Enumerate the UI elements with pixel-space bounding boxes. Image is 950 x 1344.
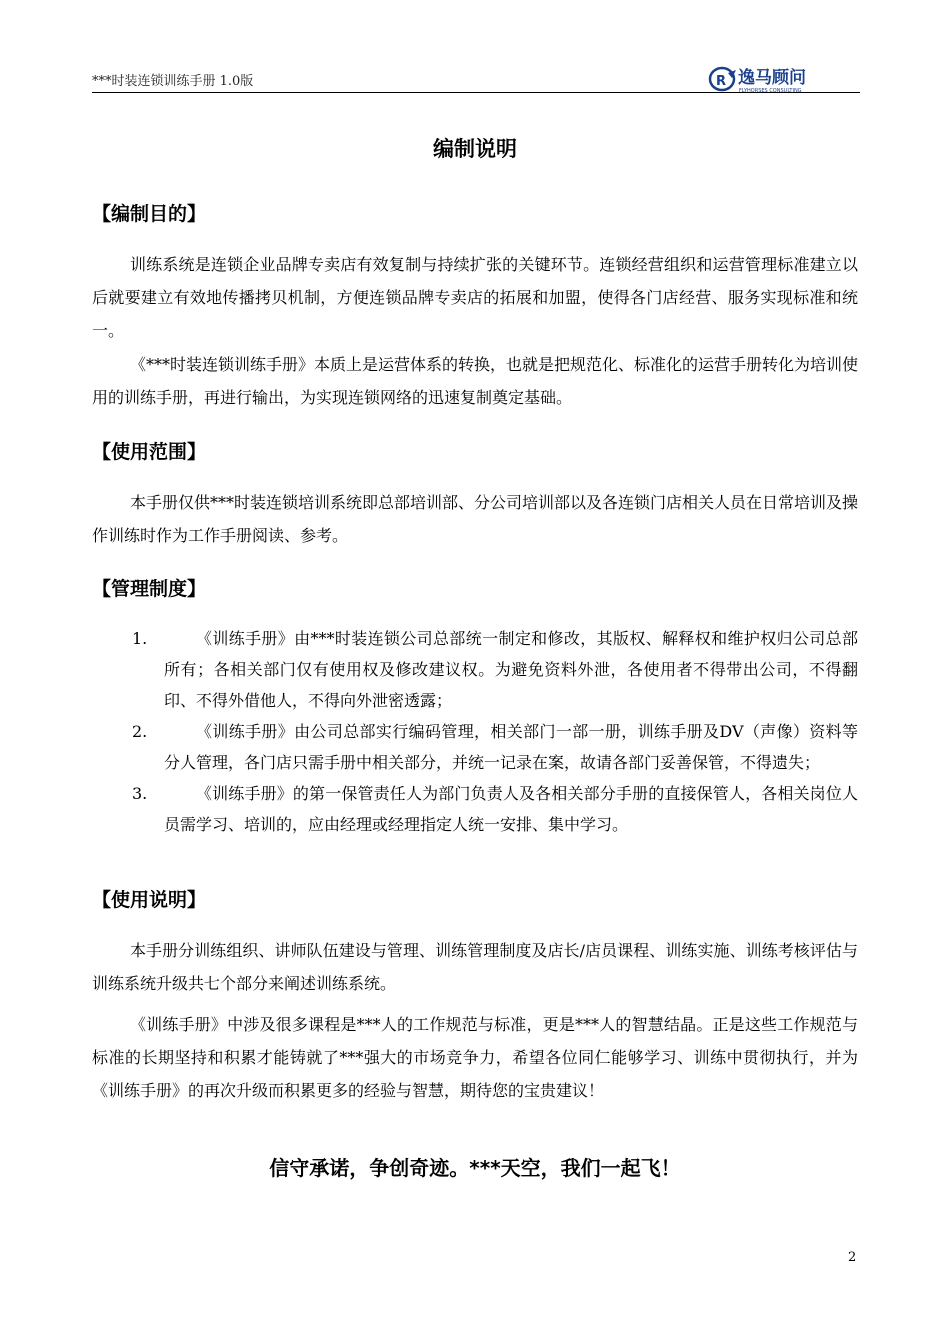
list-item xyxy=(92,778,858,840)
usage-paragraph-2: 《训练手册》中涉及很多课程是***人的工作规范与标准，更是***人的智慧结晶。正是这些工作规范与标准的长期坚持和积累才能铸就了***强大的市场竞争力，希望各位同仁能够学习、训练中贯彻执行，并为《训练手册》的再次升级而积累更多的经验与智慧，期待您的宝贵建议！ xyxy=(92,1015,858,1100)
list-item-text: 《训练手册》的第一保管责任人为部门负责人及各相关部分手册的直接保管人，各相关岗位人员需学习、培训的，应由经理或经理指定人统一安排、集中学习。 xyxy=(164,784,858,834)
scope-paragraph-1: 本手册仅供***时装连锁培训系统即总部培训部、分公司培训部以及各连锁门店相关人员在日常培训及操作训练时作为工作手册阅读、参考。 xyxy=(92,493,859,545)
usage-paragraph-1: 本手册分训练组织、讲师队伍建设与管理、训练管理制度及店长/店员课程、训练实施、训练考核评估与训练系统升级共七个部分来阐述训练系统。 xyxy=(92,941,858,993)
header-divider xyxy=(92,92,860,93)
slogan: 信守承诺，争创奇迹。***天空，我们一起飞！ xyxy=(269,1156,681,1180)
management-list xyxy=(92,623,858,840)
section-heading-management: 【管理制度】 xyxy=(92,578,207,600)
list-item-number: 3. xyxy=(132,784,148,803)
logo-text: 逸马顾问 xyxy=(738,68,806,88)
purpose-paragraph-1: 训练系统是连锁企业品牌专卖店有效复制与持续扩张的关键环节。连锁经营组织和运营管理标准建立以后就要建立有效地传播拷贝机制，方便连锁品牌专卖店的拓展和加盟，使得各门店经营、服务实现标准和统一。 xyxy=(92,255,858,340)
logo-subtext: FLYHORSES CONSULTING xyxy=(739,88,802,94)
svg-text:R: R xyxy=(716,74,727,89)
list-item-number: 1. xyxy=(132,629,148,648)
page-header xyxy=(92,62,860,92)
purpose-paragraph-2: 《***时装连锁训练手册》本质上是运营体系的转换，也就是把规范化、标准化的运营手册转化为培训使用的训练手册，再进行输出，为实现连锁网络的迅速复制奠定基础。 xyxy=(92,355,859,407)
section-heading-scope: 【使用范围】 xyxy=(92,441,207,463)
section-heading-usage: 【使用说明】 xyxy=(92,889,207,911)
page-number: 2 xyxy=(848,1250,857,1265)
page-title: 编制说明 xyxy=(433,137,517,161)
company-logo xyxy=(708,64,836,94)
list-item-number: 2. xyxy=(132,722,148,741)
list-item xyxy=(92,716,858,778)
list-item-text: 《训练手册》由公司总部实行编码管理，相关部门一部一册，训练手册及DV（声像）资料等分人管理，各门店只需手册中相关部分，并统一记录在案，故请各部门妥善保管，不得遗失； xyxy=(164,722,858,772)
list-item-text: 《训练手册》由***时装连锁公司总部统一制定和修改，其版权、解释权和维护权归公司总部所有；各相关部门仅有使用权及修改建议权。为避免资料外泄，各使用者不得带出公司，不得翻印、不得外借他人，不得向外泄密透露； xyxy=(164,629,858,710)
running-title: ***时装连锁训练手册 1.0版 xyxy=(92,74,254,89)
list-item xyxy=(92,623,858,716)
section-heading-purpose: 【编制目的】 xyxy=(92,203,207,225)
